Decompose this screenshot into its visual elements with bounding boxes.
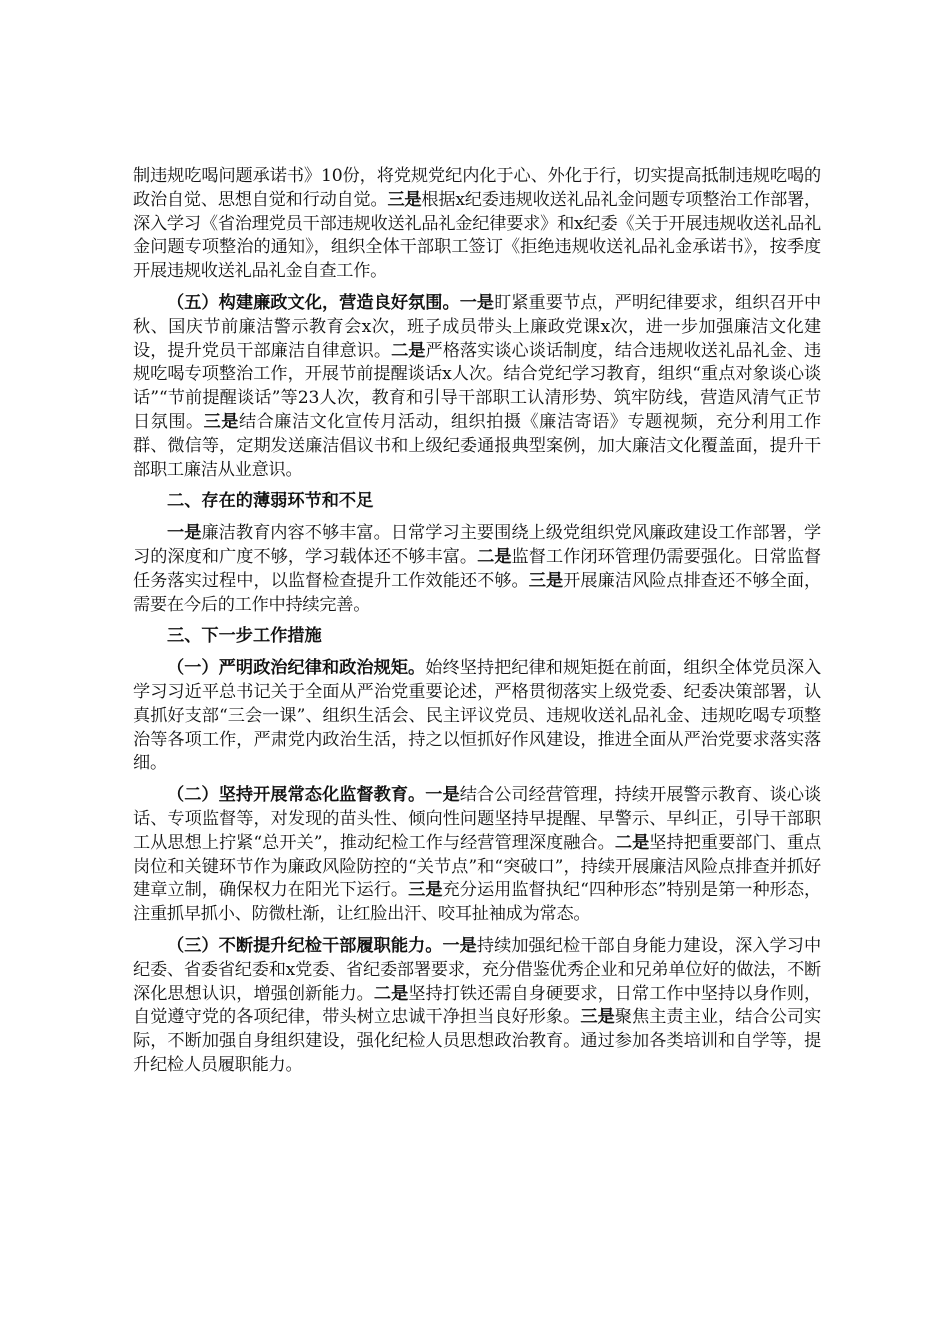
text-run: 持续加强纪检干部自身能力建设，深入学习中纪委、省委省纪委和x党委、省纪委部署要求，充分借鉴优秀企业和兄弟单位好的做法，不断深化思想认识，增强创新能力。 bbox=[133, 935, 821, 1004]
text-run: 坚持打铁还需自身硬要求，日常工作中坚持以身作则，自觉遵守党的各项纪律，带头树立忠诚干净担当良好形象。 bbox=[133, 983, 821, 1028]
text-run-bold: 三是 bbox=[528, 570, 564, 591]
heading-text: 三、下一步工作措施 bbox=[167, 626, 322, 647]
paragraph-p3 bbox=[133, 657, 821, 776]
text-run: 盯紧重要节点，严明纪律要求，组织召开中秋、国庆节前廉洁警示教育会x次，班子成员带头上廉政党课x次，进一步加强廉洁文化建设，提升党员干部廉洁自律意识。 bbox=[133, 292, 821, 361]
text-run-bold: 三是 bbox=[203, 411, 239, 432]
heading-text: 二、存在的薄弱环节和不足 bbox=[167, 491, 374, 512]
text-run: 制违规吃喝问题承诺书》10份，将党规党纪内化于心、外化于行，切实提高抵制违规吃喝的政治自觉、思想自觉和行动自觉。 bbox=[133, 166, 821, 210]
text-run: 监督工作闭环管理仍需要强化。日常监督任务落实过程中，以监督检查提升工作效能还不够。 bbox=[133, 546, 821, 591]
subheading-run: （三）不断提升纪检干部履职能力。 bbox=[167, 935, 443, 956]
document-page bbox=[133, 165, 821, 1086]
text-run-bold: 一是 bbox=[425, 785, 460, 806]
text-run: 开展廉洁风险点排查还不够全面，需要在今后的工作中持续完善。 bbox=[133, 570, 821, 615]
text-run-bold: 二是 bbox=[614, 832, 650, 853]
section-heading-3 bbox=[133, 625, 821, 649]
paragraph-p1 bbox=[133, 292, 821, 482]
text-run: 充分运用监督执纪“四种形态”特别是第一种形态，注重抓早抓小、防微杜渐，让红脸出汗、咬耳扯袖成为常态。 bbox=[133, 880, 821, 925]
paragraph-p0 bbox=[133, 165, 821, 284]
text-run-bold: 二是 bbox=[477, 546, 512, 567]
text-run: 结合公司经营管理，持续开展警示教育、谈心谈话、专项监督等，对发现的苗头性、倾向性问题坚持早提醒、早警示、早纠正，引导干部职工从思想上拧紧“总开关”，推动纪检工作与经营管理深度融合。 bbox=[133, 785, 821, 853]
text-run-bold: 二是 bbox=[391, 340, 426, 361]
text-run: 廉洁教育内容不够丰富。日常学习主要围绕上级党组织党风廉政建设工作部署，学习的深度和广度不够，学习载体还不够丰富。 bbox=[133, 523, 821, 567]
subheading-run: （二）坚持开展常态化监督教育。 bbox=[167, 785, 426, 806]
text-run: 聚焦主责主业，结合公司实际，不断加强自身组织建设，强化纪检人员思想政治教育。通过参加各类培训和自学等，提升纪检人员履职能力。 bbox=[133, 1007, 821, 1075]
text-run-bold: 三是 bbox=[387, 189, 422, 210]
paragraph-p2 bbox=[133, 522, 821, 617]
text-run-bold: 一是 bbox=[459, 292, 495, 313]
subheading-run: （五）构建廉政文化，营造良好氛围。 bbox=[167, 292, 460, 313]
section-heading-2 bbox=[133, 490, 821, 514]
text-run-bold: 三是 bbox=[408, 880, 443, 901]
subheading-run: （一）严明政治纪律和政治规矩。 bbox=[167, 658, 426, 679]
text-run: 始终坚持把纪律和规矩挺在前面，组织全体党员深入学习习近平总书记关于全面从严治党重要论述，严格贯彻落实上级党委、纪委决策部署，认真抓好支部“三会一课”、组织生活会、民主评议党员、违规收送礼品礼金、违规吃喝专项整治等各项工作，严肃党内政治生活，持之以恒抓好作风建设，推进全面从严治党要求落实落细。 bbox=[133, 658, 821, 774]
text-run-bold: 二是 bbox=[373, 983, 409, 1004]
text-run: 结合廉洁文化宣传月活动，组织拍摄《廉洁寄语》专题视频，充分利用工作群、微信等，定期发送廉洁倡议书和上级纪委通报典型案例，加大廉洁文化覆盖面，提升干部职工廉洁从业意识。 bbox=[133, 411, 821, 480]
text-run: 严格落实谈心谈话制度，结合违规收送礼品礼金、违规吃喝专项整治工作，开展节前提醒谈话x人次。结合党纪学习教育，组织“重点对象谈心谈话”“节前提醒谈话”等23人次，教育和引导干部职工认清形势、筑牢防线，营造风清气正节日氛围。 bbox=[133, 340, 821, 432]
paragraph-p4 bbox=[133, 784, 821, 927]
text-run-bold: 一是 bbox=[442, 935, 477, 956]
text-run-bold: 一是 bbox=[167, 523, 202, 544]
text-run: 根据x纪委违规收送礼品礼金问题专项整治工作部署，深入学习《省治理党员干部违规收送礼品礼金纪律要求》和x纪委《关于开展违规收送礼品礼金问题专项整治的通知》，组织全体干部职工签订《拒绝违规收送礼品礼金承诺书》，按季度开展违规收送礼品礼金自查工作。 bbox=[133, 189, 821, 282]
text-run: 坚持把重要部门、重点岗位和关键环节作为廉政风险防控的“关节点”和“突破口”，持续开展廉洁风险点排查并抓好建章立制，确保权力在阳光下运行。 bbox=[133, 832, 821, 901]
text-run-bold: 三是 bbox=[580, 1007, 615, 1028]
paragraph-p5 bbox=[133, 935, 821, 1078]
